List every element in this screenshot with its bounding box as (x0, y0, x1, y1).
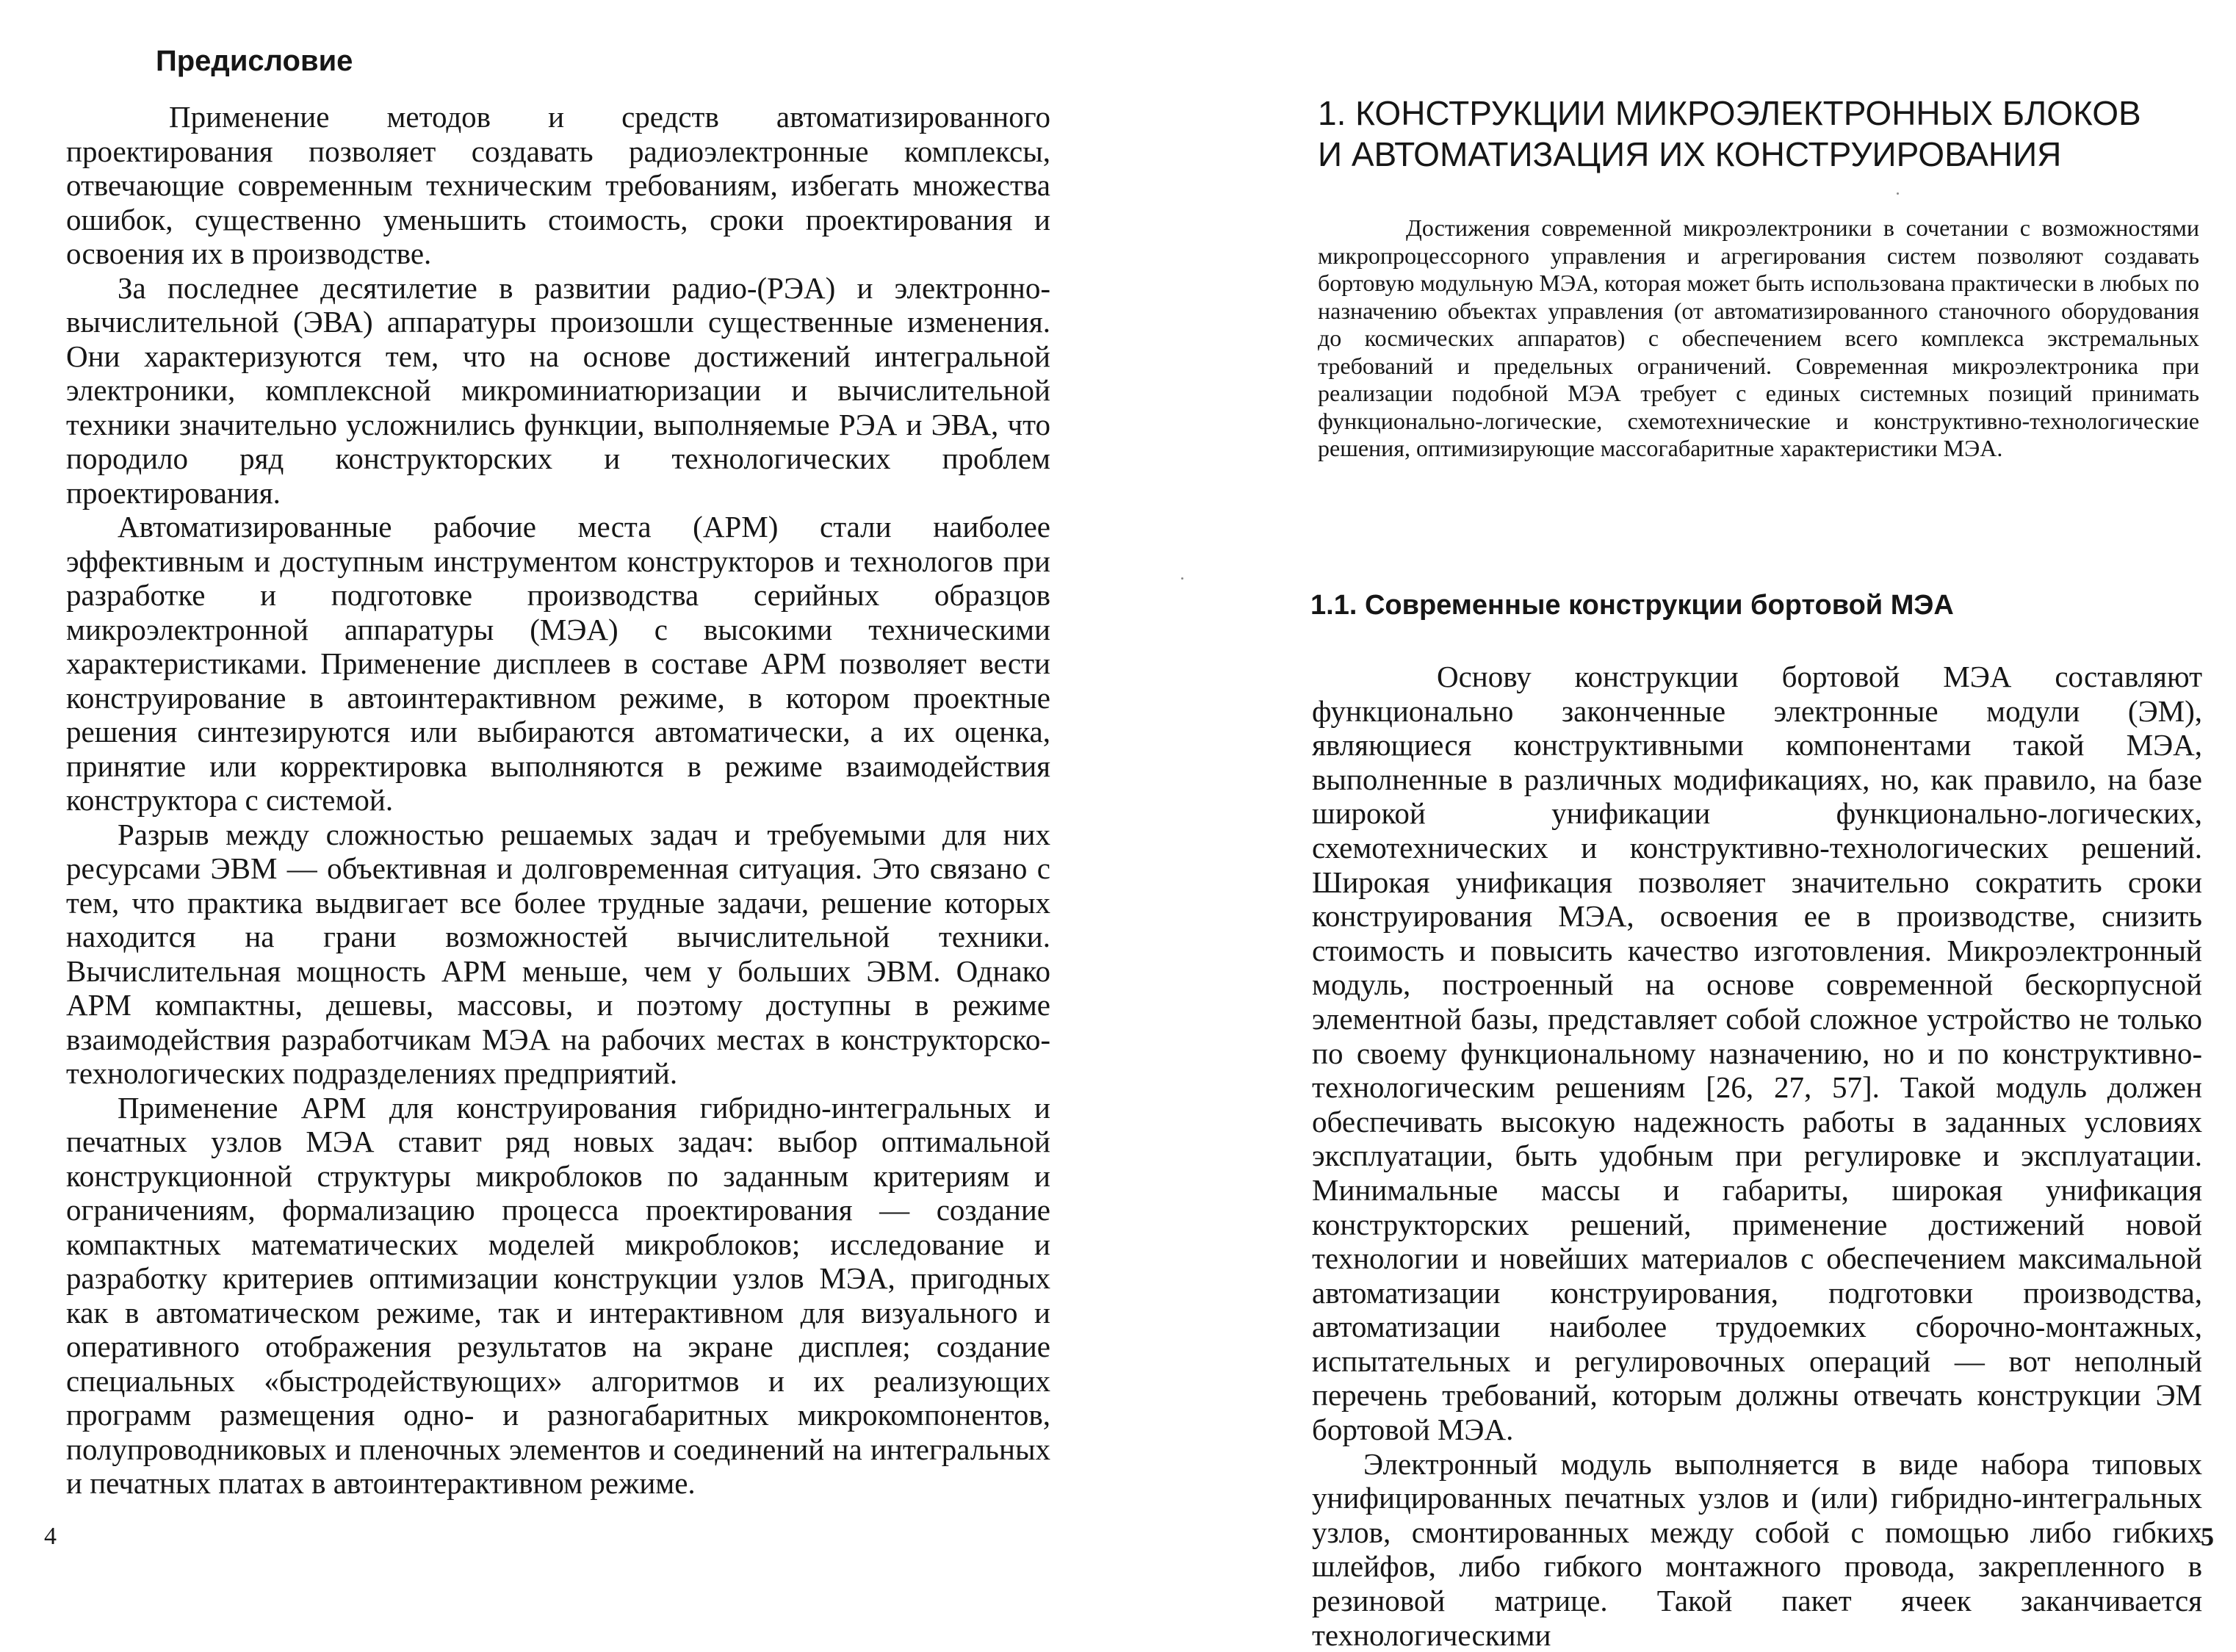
preface-text (66, 100, 1050, 1501)
left-page (0, 0, 1118, 1565)
page-number-left: 4 (44, 1523, 57, 1550)
chapter-title-line: 1. КОНСТРУКЦИИ МИКРОЭЛЕКТРОННЫХ БЛОКОВ (1318, 94, 2141, 132)
paragraph: Разрыв между сложностью решаемых задач и требуемыми для них ресурсами ЭВМ — объективная и долговременная ситуация. Это связано с тем, что практика выдвигает все более трудные задачи, решение которых находится на грани возможностей вычислительной техники. Вычислительная мощность АРМ меньше, чем у больших ЭВМ. Однако АРМ компактны, дешевы, массовы, и поэтому доступны в режиме взаимодействия разработчикам МЭА на рабочих местах в конструкторско-технологических подразделениях предприятий. (66, 817, 1050, 1090)
paragraph: Основу конструкции бортовой МЭА составляют функционально законченные электронные модули (ЭМ), являющиеся конструктивными компонентами такой МЭА, выполненные в различных модификациях, но, как правило, на базе широкой унификации функционально-логических, схемотехнических и конструктивно-технологических решений. Широкая унификация позволяет значительно сократить сроки конструирования МЭА, освоения ее в производстве, снизить стоимость и повысить качество изготовления. Микроэлектронный модуль, построенный на основе современной бескорпусной элементной базы, представляет собой сложное устройство не только по своему функциональному назначению, но и по конструктивно-технологическим решениям [26, 27, 57]. Такой модуль должен обеспечивать высокую надежность работы в заданных условиях эксплуатации, быть удобным при регулировке и эксплуатации. Минимальные массы и габариты, широкая унификация конструкторских решений, применение достижений новой технологии и новейших материалов с обеспечением максимальной автоматизации конструирования, подготовки производства, автоматизации наиболее трудоемких сборочно-монтажных, испытательных и регулировочных операций — вот неполный перечень требований, которым должны отвечать конструкции ЭМ бортовой МЭА. (1312, 660, 2202, 1447)
chapter-title (1318, 93, 2199, 175)
right-page (1118, 0, 2236, 1652)
scan-speck (1181, 577, 1183, 580)
chapter-title-line: И АВТОМАТИЗАЦИЯ ИХ КОНСТРУИРОВАНИЯ (1318, 135, 2062, 173)
paragraph: Электронный модуль выполняется в виде набора типовых унифицированных печатных узлов и (или) гибридно-интегральных узлов, смонтированных между собой с помощью либо гибких шлейфов, либо гибкого монтажного провода, закрепленного в резиновой матрице. Такой пакет ячеек заканчивается технологическими (1312, 1446, 2202, 1652)
paragraph: За последнее десятилетие в развитии радио-(РЭА) и электронно-вычислительной (ЭВА) аппаратуры произошли существенные изменения. Они характеризуются тем, что на основе достижений интегральной электроники, комплексной микроминиатюризации и вычислительной техники значительно усложнились функции, выполняемые РЭА и ЭВА, что породило ряд конструкторских и технологических проблем проектирования. (66, 270, 1050, 510)
chapter-abstract: Достижения современной микроэлектроники в сочетании с возможностями микропроцессорного управления и агрегирования систем позволяют создавать бортовую модульную МЭА, которая может быть использована практически в любых по назначению объектах управления (от автоматизированного станочного оборудования до космических аппаратов) с обеспечением всего комплекса экстремальных требований и предельных ограничений. Современная микроэлектроника при реализации подобной МЭА требует с единых системных позиций принимать функционально-логические, схемотехнические и конструктивно-технологические решения, оптимизирующие массогабаритные характеристики МЭА. (1318, 214, 2199, 461)
preface-heading: Предисловие (156, 45, 353, 77)
page-number-right: 5 (2201, 1522, 2214, 1551)
scan-speck (1897, 192, 1899, 195)
paragraph: Применение методов и средств автоматизированного проектирования позволяет создавать радиоэлектронные комплексы, отвечающие современным техническим требованиям, избегать множества ошибок, существенно уменьшить стоимость, сроки проектирования и освоения их в производстве. (66, 100, 1050, 270)
section-title: 1.1. Современные конструкции бортовой МЭА (1310, 590, 1954, 621)
paragraph: Применение АРМ для конструирования гибридно-интегральных и печатных узлов МЭА ставит ряд новых задач: выбор оптимальной конструкционной структуры микроблоков по заданным критериям и ограничениям, формализацию процесса проектирования — создание компактных математических моделей микроблоков; исследование и разработку критериев оптимизации конструкции узлов МЭА, пригодных как в автоматическом режиме, так и интерактивном для визуального и оперативного отображения результатов на экране дисплея; создание специальных «быстродействующих» алгоритмов и их реализующих программ размещения одно- и разногабаритных микрокомпонентов, полупроводниковых и пленочных элементов и соединений на интегральных и печатных платах в автоинтерактивном режиме. (66, 1090, 1050, 1500)
paragraph: Автоматизированные рабочие места (АРМ) стали наиболее эффективным и доступным инструментом конструкторов и технологов при разработке и подготовке производства серийных образцов микроэлектронной аппаратуры (МЭА) с высокими техническими характеристиками. Применение дисплеев в составе АРМ позволяет вести конструирование в автоинтерактивном режиме, в котором проектные решения синтезируются или выбираются автоматически, а их оценка, принятие или корректировка выполняются в режиме взаимодействия конструктора с системой. (66, 510, 1050, 817)
section-text (1312, 660, 2202, 1652)
